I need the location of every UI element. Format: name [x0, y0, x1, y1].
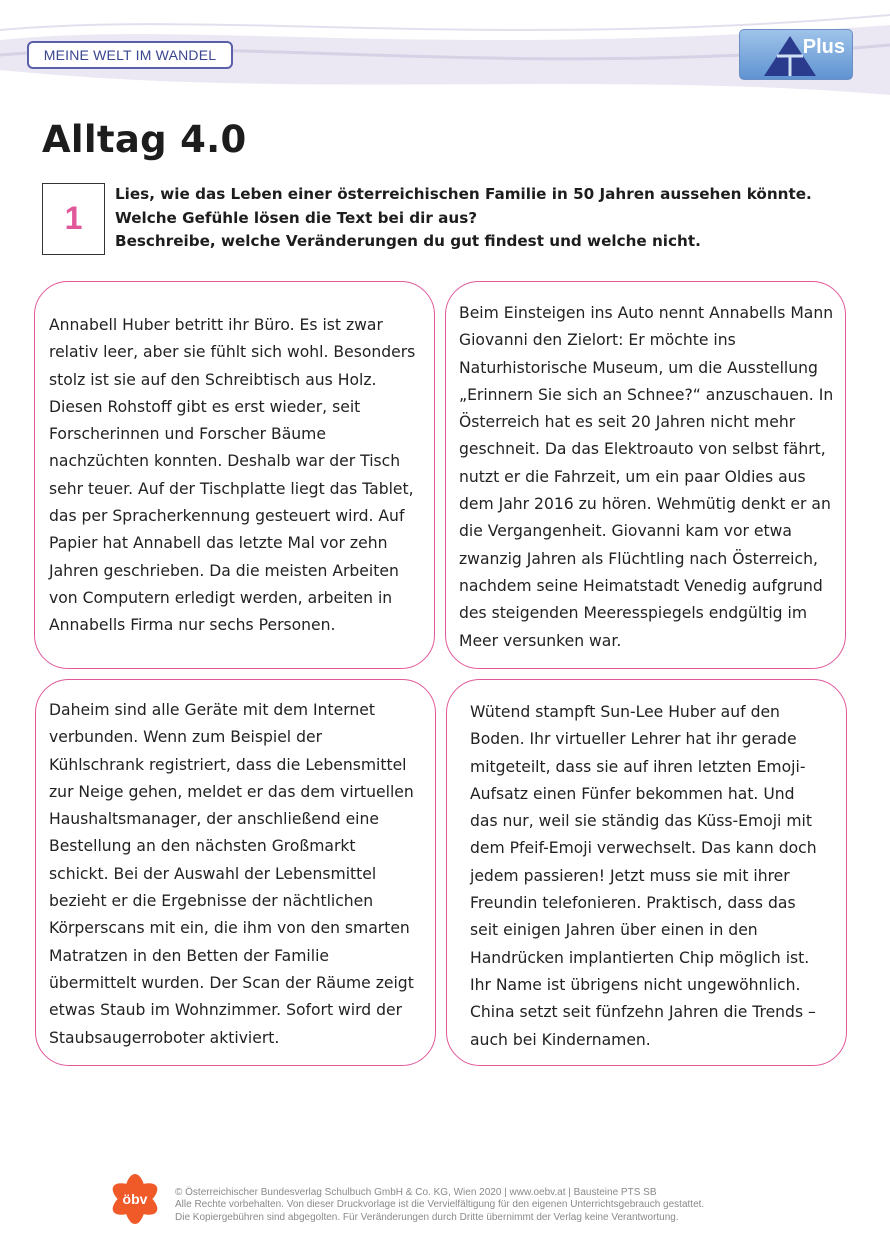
card-line: Staubsaugerroboter aktiviert. [49, 1028, 280, 1047]
card-line: Matratzen in den Betten der Familie [49, 946, 330, 965]
oebv-logo [106, 1168, 164, 1230]
card-line: Giovanni den Zielort: Er möchte ins [459, 331, 736, 350]
card-line: das per Spracherkennung gesteuert wird. Auf [49, 507, 405, 526]
card-line: Forscherinnen und Forscher Bäume [49, 425, 326, 444]
card-line: mitgeteilt, dass sie auf ihren letzten Emoji- [470, 757, 806, 776]
card-line: „Erinnern Sie sich an Schnee?“ anzuschauen. In [459, 385, 834, 404]
card-line: jedem passieren! Jetzt muss sie mit ihrer [470, 866, 790, 885]
task-number: 1 [42, 183, 105, 255]
card-line: relativ leer, aber sie fühlt sich wohl. Besonders [49, 343, 416, 362]
card-line: Annabells Firma nur sechs Personen. [49, 616, 336, 635]
task-line: Beschreibe, welche Veränderungen du gut findest und welche nicht. [115, 232, 701, 250]
plus-label: Plus [802, 36, 845, 58]
card-line: nutzt er die Fahrzeit, um ein paar Oldies aus [459, 467, 806, 486]
footer-line: Die Kopiergebühren sind abgegolten. Für Veränderungen durch Dritte übernimmt der Verlag keine Verantwortung. [175, 1211, 679, 1223]
card-line: das nur, weil sie ständig das Küss-Emoji mit [470, 812, 812, 831]
card-line: Österreich hat es seit 20 Jahren nicht mehr [459, 413, 796, 432]
card-line: Ihr Name ist übrigens nicht ungewöhnlich. [470, 975, 801, 994]
text-card-smart-home [35, 679, 436, 1066]
card-line: auch bei Kindernamen. [470, 1030, 651, 1049]
card-line: Diesen Rohstoff gibt es erst wieder, seit [49, 397, 361, 416]
card-line: seit einigen Jahren über einen in den [470, 921, 758, 940]
copyright-notice [175, 1187, 815, 1224]
card-line: zwanzig Jahren als Flüchtling nach Österreich, [459, 549, 818, 568]
card-line: Papier hat Annabell das letzte Mal vor zehn [49, 534, 388, 553]
card-line: Bestellung an den nächsten Großmarkt [49, 837, 356, 856]
logo-text: öbv [122, 1191, 148, 1207]
card-line: von Computern erledigt werden, arbeiten in [49, 588, 393, 607]
card-line: dem Jahr 2016 zu hören. Wehmütig denkt er an [459, 495, 831, 514]
footer-line: Alle Rechte vorbehalten. Von dieser Druckvorlage ist die Vervielfältigung für den eigenen Unterrichtsgebrauch gestattet. [175, 1199, 705, 1211]
card-line: Beim Einsteigen ins Auto nennt Annabells Mann [459, 304, 834, 322]
card-line: Jahren geschrieben. Da die meisten Arbeiten [49, 561, 399, 580]
card-line: nachdem seine Heimatstadt Venedig aufgrund [459, 576, 823, 595]
card-line: verbunden. Wenn zum Beispiel der [49, 728, 322, 747]
card-line: Kühlschrank registriert, dass die Lebensmittel [49, 755, 407, 774]
card-line: etwas Staub im Wohnzimmer. Sofort wird der [49, 1001, 403, 1020]
card-line: bezieht er die Ergebnisse der nächtlichen [49, 892, 374, 911]
plus-badge [739, 29, 853, 80]
card-line: China setzt seit fünfzehn Jahren die Trends – [470, 1003, 816, 1022]
card-line: nachzüchten konnten. Deshalb war der Tisch [49, 452, 401, 471]
card-line: sehr teuer. Auf der Tischplatte liegt das Tablet, [49, 479, 414, 498]
card-line: die Vergangenheit. Giovanni kam vor etwa [459, 522, 792, 541]
footer-line: © Österreichischer Bundesverlag Schulbuch GmbH & Co. KG, Wien 2020 | www.oebv.at | Bausteine PTS SB [175, 1187, 657, 1198]
text-card-annabell-office [34, 281, 435, 669]
card-line: Daheim sind alle Geräte mit dem Internet [49, 701, 375, 719]
card-line: übermittelt wurden. Der Scan der Räume zeigt [49, 973, 414, 992]
card-line: dem Pfeif-Emoji verwechselt. Das kann doch [470, 839, 817, 858]
card-line: stolz ist sie auf den Schreibtisch aus Holz. [49, 370, 377, 389]
section-label: MEINE WELT IM WANDEL [27, 41, 233, 69]
card-line: Annabell Huber betritt ihr Büro. Es ist zwar [49, 316, 383, 334]
card-line: Meer versunken war. [459, 631, 622, 650]
task-line: Welche Gefühle lösen die Text bei dir aus? [115, 208, 478, 227]
task-line: Lies, wie das Leben einer österreichischen Familie in 50 Jahren aussehen könnte. [115, 185, 812, 203]
card-line: Körperscans mit ein, die ihm von den smarten [49, 919, 410, 938]
card-line: Boden. Ihr virtueller Lehrer hat ihr gerade [470, 730, 797, 749]
card-line: Freundin telefonieren. Praktisch, dass das [470, 894, 796, 913]
card-line: schickt. Bei der Auswahl der Lebensmittel [49, 864, 377, 883]
card-line: Naturhistorische Museum, um die Ausstellung [459, 358, 818, 377]
card-line: Haushaltsmanager, der anschließend eine [49, 810, 379, 829]
card-line: geschneit. Da das Elektroauto von selbst fährt, [459, 440, 826, 459]
card-line: Aufsatz einen Fünfer bekommen hat. Und [470, 784, 795, 803]
text-card-giovanni-car [445, 281, 846, 669]
page-title: Alltag 4.0 [42, 118, 247, 161]
card-line: Wütend stampft Sun-Lee Huber auf den [470, 703, 780, 721]
card-line: zur Neige gehen, meldet er das dem virtuellen [49, 782, 414, 801]
card-line: des steigenden Meeresspiegels endgültig im [459, 604, 808, 623]
text-card-sun-lee [446, 679, 847, 1066]
task-instructions [115, 183, 855, 254]
card-line: Handrücken implantierten Chip möglich ist. [470, 948, 810, 967]
